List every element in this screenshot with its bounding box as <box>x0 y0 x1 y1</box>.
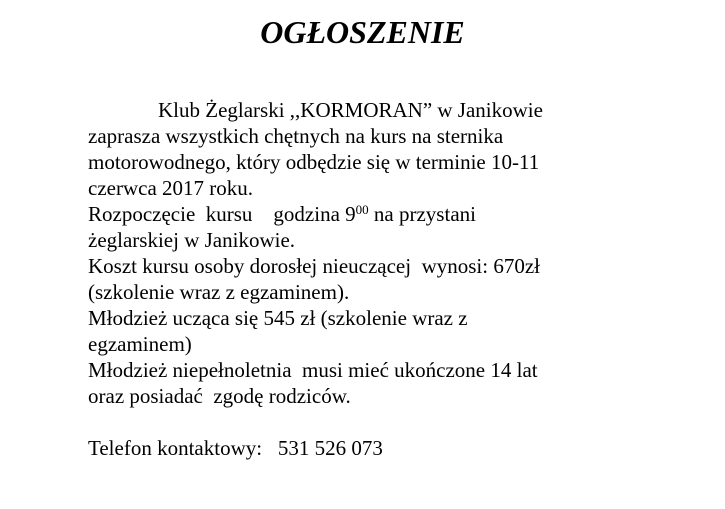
adult-cost-line: Koszt kursu osoby dorosłej nieuczącej wynosi: 670zł <box>88 254 540 278</box>
announcement-title: OGŁOSZENIE <box>260 14 465 50</box>
adult-cost-line: (szkolenie wraz z egzaminem). <box>88 280 350 304</box>
youth-cost-line: egzaminem) <box>88 332 192 356</box>
intro-line: Klub Żeglarski ,,KORMORAN” w Janikowie <box>158 98 543 122</box>
start-location-line: żeglarskiej w Janikowie. <box>88 228 296 252</box>
start-location-text: na przystani <box>368 202 476 226</box>
intro-line: czerwca 2017 roku. <box>88 176 254 200</box>
minors-requirement-line: oraz posiadać zgodę rodziców. <box>88 384 351 408</box>
start-time-line <box>88 201 708 227</box>
intro-line: zaprasza wszystkich chętnych na kurs na sternika <box>88 124 504 148</box>
contact-phone: 531 526 073 <box>277 436 383 460</box>
announcement-body <box>88 97 708 461</box>
contact-line <box>88 435 708 461</box>
start-time-minutes: 00 <box>355 202 369 217</box>
minors-requirement-line: Młodzież niepełnoletnia musi mieć ukończone 14 lat <box>88 358 538 382</box>
spacer <box>88 409 708 435</box>
contact-label: Telefon kontaktowy: <box>88 436 263 460</box>
intro-line: motorowodnego, który odbędzie się w terminie 10-11 <box>88 150 540 174</box>
start-time-text: Rozpoczęcie kursu godzina 9 <box>88 202 356 226</box>
youth-cost-line: Młodzież ucząca się 545 zł (szkolenie wraz z <box>88 306 468 330</box>
